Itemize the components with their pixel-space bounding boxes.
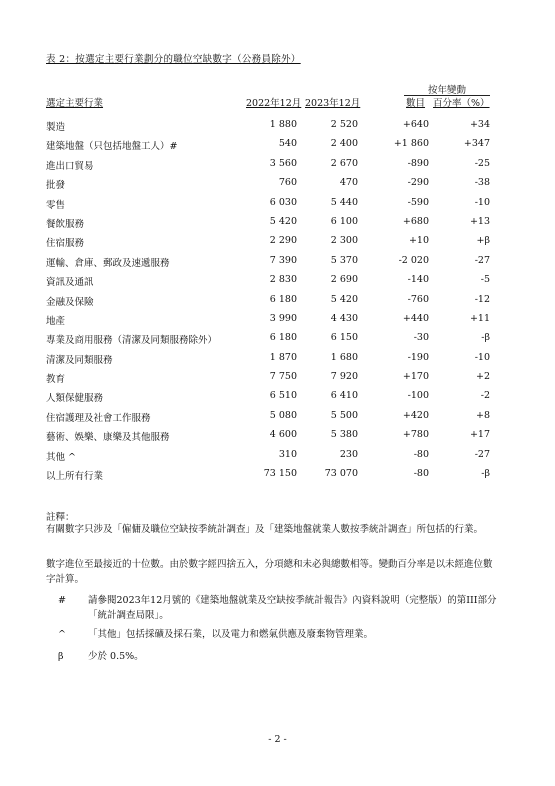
change-number-cell: +640: [402, 119, 429, 130]
change-number-cell: -2 020: [398, 254, 429, 266]
table-row: [0, 371, 555, 390]
industry-cell: 住宿服務: [46, 238, 85, 250]
dec-2023-cell: 5 420: [330, 293, 358, 305]
dec-2023-cell: 2 300: [330, 235, 358, 247]
table-row: [0, 352, 555, 371]
industry-cell: 教育: [46, 374, 66, 386]
change-number-cell: +440: [402, 312, 429, 324]
change-number-cell: -80: [413, 448, 429, 460]
industry-cell: 餐飲服務: [46, 218, 85, 230]
industry-cell: 進出口貿易: [46, 160, 94, 172]
change-number-cell: +680: [402, 215, 429, 227]
dec-2023-cell: 5 440: [330, 196, 358, 208]
dec-2022-cell: 2 830: [269, 274, 297, 286]
change-percent-cell: -10: [474, 196, 490, 208]
industry-cell: 藝術、娛樂、康樂及其他服務: [46, 432, 170, 444]
page-number: - 2 -: [268, 734, 287, 745]
change-percent-cell: -27: [474, 254, 490, 266]
change-number-cell: +1 860: [393, 138, 429, 150]
table-row: [0, 390, 555, 409]
change-percent-cell: -10: [474, 351, 490, 363]
change-group-header: 按年變動: [427, 85, 466, 96]
table-row: [0, 255, 555, 274]
dec-2023-cell: 2 690: [330, 274, 358, 286]
industry-cell: 批發: [46, 180, 66, 192]
footnote-hash-text: 請參閱2023年12月號的《建築地盤就業及空缺按季統計報告》內資料說明（完整版）的第III部分「統計調查局限」。: [88, 595, 497, 621]
footnote-beta-symbol: β: [58, 651, 64, 662]
industry-cell: 人類保健服務: [46, 393, 104, 405]
dec-2023-cell: 230: [339, 448, 358, 460]
dec-2022-cell: 4 600: [269, 429, 297, 441]
table-row: [0, 468, 555, 487]
industry-cell: 製造: [46, 122, 66, 133]
dec-2023-cell: 6 150: [330, 332, 358, 344]
notes-title: 註釋：: [46, 512, 75, 523]
change-number-cell: +170: [402, 371, 429, 383]
dec-2023-cell: 4 430: [330, 312, 358, 324]
note-rounding: 數字進位至最接近的十位數。由於數字經四捨五入，分項總和未必與總數相等。變動百分率是以未經進位數字計算。: [46, 559, 493, 585]
footnote-caret-symbol: ^: [58, 629, 66, 640]
dec-2022-cell: 5 080: [269, 409, 297, 421]
footnote-caret-text: 「其他」包括採礦及採石業，以及電力和燃氣供應及廢棄物管理業。: [88, 629, 374, 640]
change-number-cell: -80: [413, 468, 429, 480]
dec-2023-cell: 5 370: [330, 254, 358, 266]
dec-2023-cell: 7 920: [330, 371, 358, 383]
table-row: [0, 197, 555, 216]
dec-2022-cell: 1 880: [269, 119, 297, 130]
dec-2022-cell: 6 180: [269, 332, 297, 344]
change-percent-cell: -12: [474, 293, 490, 305]
industry-cell: 其他 ^: [46, 451, 76, 463]
dec-2022-cell: 540: [278, 138, 297, 150]
industry-cell: 以上所有行業: [46, 471, 104, 483]
dec-2022-cell: 3 990: [269, 312, 297, 324]
dec-2023-cell: 1 680: [330, 351, 358, 363]
change-percent-cell: -27: [474, 448, 490, 460]
table-row: [0, 429, 555, 448]
change-percent-cell: -β: [481, 468, 490, 480]
dec-2022-cell: 7 390: [269, 254, 297, 266]
dec-2023-cell: 5 500: [330, 409, 358, 421]
change-number-cell: -30: [413, 332, 429, 344]
change-number-cell: -890: [407, 157, 429, 169]
change-percent-cell: +2: [475, 371, 490, 383]
header-industry: 選定主要行業: [46, 98, 104, 109]
table-row: [0, 138, 555, 157]
dec-2022-cell: 760: [278, 177, 297, 189]
industry-cell: 建築地盤（只包括地盤工人）#: [46, 141, 178, 153]
industry-cell: 地產: [46, 315, 66, 327]
change-number-cell: +10: [408, 235, 429, 247]
table-row: [0, 216, 555, 235]
change-percent-cell: +11: [469, 312, 490, 324]
table-row: [0, 119, 555, 138]
industry-cell: 清潔及同類服務: [46, 354, 113, 366]
header-dec-2022: 2022年12月: [246, 98, 302, 109]
industry-cell: 零售: [46, 199, 66, 211]
table-row: [0, 274, 555, 293]
industry-cell: 金融及保險: [46, 296, 94, 308]
change-percent-cell: -25: [474, 157, 490, 169]
dec-2022-cell: 73 150: [263, 468, 297, 480]
change-percent-cell: +34: [469, 119, 490, 130]
dec-2023-cell: 2 520: [330, 119, 358, 130]
dec-2022-cell: 2 290: [269, 235, 297, 247]
table-row: [0, 177, 555, 196]
change-number-cell: -760: [407, 293, 429, 305]
change-number-cell: -100: [407, 390, 429, 402]
change-percent-cell: -2: [480, 390, 490, 402]
dec-2022-cell: 310: [278, 448, 297, 460]
table-title: 表 2：按選定主要行業劃分的職位空缺數字（公務員除外）: [46, 54, 301, 65]
dec-2022-cell: 3 560: [269, 157, 297, 169]
note-scope: 有關數字只涉及「僱傭及職位空缺按季統計調查」及「建築地盤就業人數按季統計調查」所包括的行業。: [46, 524, 484, 535]
change-number-cell: -140: [407, 274, 429, 286]
table-row: [0, 158, 555, 177]
change-number-cell: +420: [402, 409, 429, 421]
change-percent-cell: -38: [474, 177, 490, 189]
industry-cell: 運輸、倉庫、郵政及速遞服務: [46, 257, 170, 269]
header-dec-2023: 2023年12月: [305, 98, 361, 109]
change-percent-cell: +17: [469, 429, 490, 441]
industry-cell: 住宿護理及社會工作服務: [46, 412, 151, 424]
table-row: [0, 294, 555, 313]
dec-2023-cell: 2 400: [330, 138, 358, 150]
change-percent-cell: -5: [480, 274, 490, 286]
change-percent-cell: +8: [475, 409, 490, 421]
change-number-cell: -190: [407, 351, 429, 363]
change-number-cell: -590: [407, 196, 429, 208]
change-number-cell: -290: [407, 177, 429, 189]
change-percent-cell: -β: [481, 332, 490, 344]
footnote-beta-text: 少於 0.5%。: [88, 651, 144, 662]
dec-2023-cell: 6 410: [330, 390, 358, 402]
table-row: [0, 235, 555, 254]
table-row: [0, 332, 555, 351]
industry-cell: 專業及商用服務（清潔及同類服務除外）: [46, 335, 218, 347]
dec-2023-cell: 470: [339, 177, 358, 189]
dec-2023-cell: 5 380: [330, 429, 358, 441]
header-change-percent: 百分率（%）: [433, 98, 490, 109]
table-row: [0, 449, 555, 468]
footnote-hash-symbol: #: [58, 595, 66, 606]
table-row: [0, 410, 555, 429]
change-percent-cell: +β: [476, 235, 490, 247]
dec-2023-cell: 73 070: [324, 468, 358, 480]
dec-2022-cell: 6 180: [269, 293, 297, 305]
dec-2023-cell: 6 100: [330, 215, 358, 227]
dec-2022-cell: 7 750: [269, 371, 297, 383]
dec-2022-cell: 1 870: [269, 351, 297, 363]
change-percent-cell: +13: [469, 215, 490, 227]
table-row: [0, 313, 555, 332]
industry-cell: 資訊及通訊: [46, 277, 94, 289]
change-number-cell: +780: [402, 429, 429, 441]
dec-2022-cell: 6 030: [269, 196, 297, 208]
dec-2022-cell: 5 420: [269, 215, 297, 227]
dec-2023-cell: 2 670: [330, 157, 358, 169]
dec-2022-cell: 6 510: [269, 390, 297, 402]
vacancy-table: [0, 119, 555, 487]
change-percent-cell: +347: [463, 138, 490, 150]
header-change-number: 數目: [406, 98, 426, 109]
